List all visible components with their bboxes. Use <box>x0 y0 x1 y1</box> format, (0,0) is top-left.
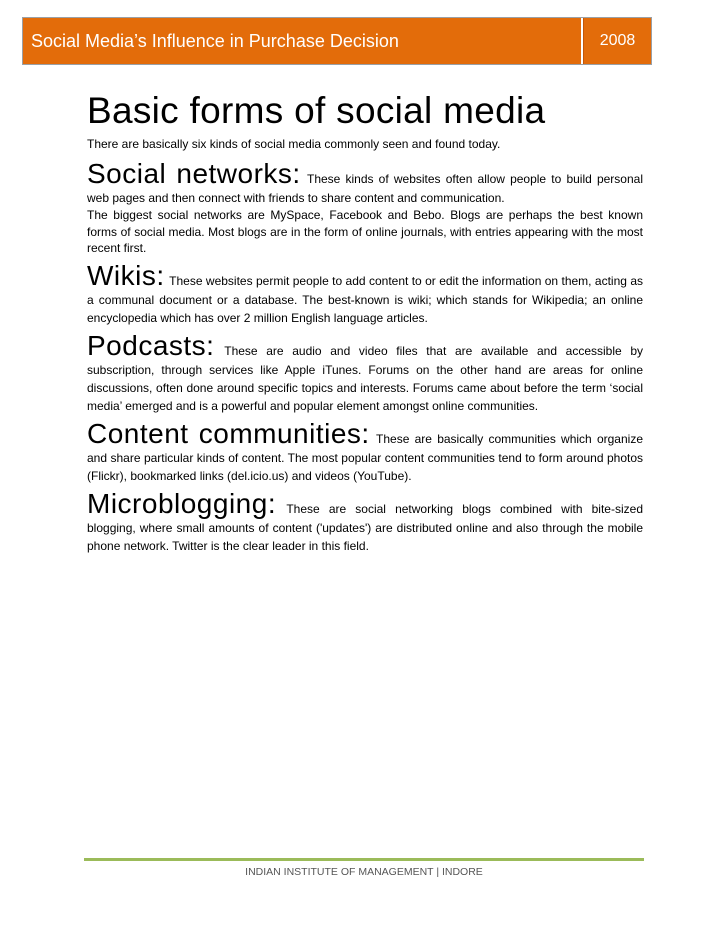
section-extra-text: The biggest social networks are MySpace, Facebook and Bebo. Blogs are perhaps the best known forms of social media. Most blogs are in the form of online journals, with entries appearing with the most recent first. <box>87 208 643 255</box>
section-podcasts <box>87 331 643 415</box>
section-content-communities <box>87 419 643 485</box>
footer-divider <box>84 858 644 861</box>
header-year: 2008 <box>583 18 651 64</box>
section-text: These are social networking blogs combined with bite-sized blogging, where small amounts of content ('updates') are distributed online and also through the mobile phone network. Twitter is the clear leader in this field. <box>87 501 643 553</box>
section-microblogging <box>87 489 643 555</box>
section-term: Podcasts: <box>87 329 215 361</box>
section-text: These websites permit people to add content to or edit the information on them, acting as a communal document or a database. The best-known is wiki; which stands for Wikipedia; an online encyclopedia which has over 2 million English language articles. <box>87 273 643 325</box>
section-text: These kinds of websites often allow people to build personal web pages and then connect with friends to share content and communication. <box>87 172 643 205</box>
section-term: Microblogging: <box>87 487 277 519</box>
section-social-networks <box>87 159 643 257</box>
section-term: Content communities: <box>87 417 370 449</box>
footer-text: INDIAN INSTITUTE OF MANAGEMENT | INDORE <box>245 866 483 878</box>
section-term: Wikis: <box>87 259 165 291</box>
section-wikis <box>87 261 643 327</box>
header-title: Social Media’s Influence in Purchase Decision <box>23 18 581 64</box>
page-heading: Basic forms of social media <box>87 90 546 131</box>
section-text: These are basically communities which organize and share particular kinds of content. The most popular content communities tend to form around photos (Flickr), bookmarked links (del.icio.us) and videos (YouTube). <box>87 431 643 483</box>
page-header <box>22 17 652 65</box>
intro-text: There are basically six kinds of social media commonly seen and found today. <box>87 137 501 151</box>
section-term: Social networks: <box>87 158 301 189</box>
section-text: These are audio and video files that are available and accessible by subscription, through services like Apple iTunes. Forums on the other hand are areas for online discussions, often done around specific topics and interests. Forums came about before the term ‘social media’ emerged and is a powerful and popular element amongst online communities. <box>87 343 644 413</box>
document-body <box>87 90 643 559</box>
